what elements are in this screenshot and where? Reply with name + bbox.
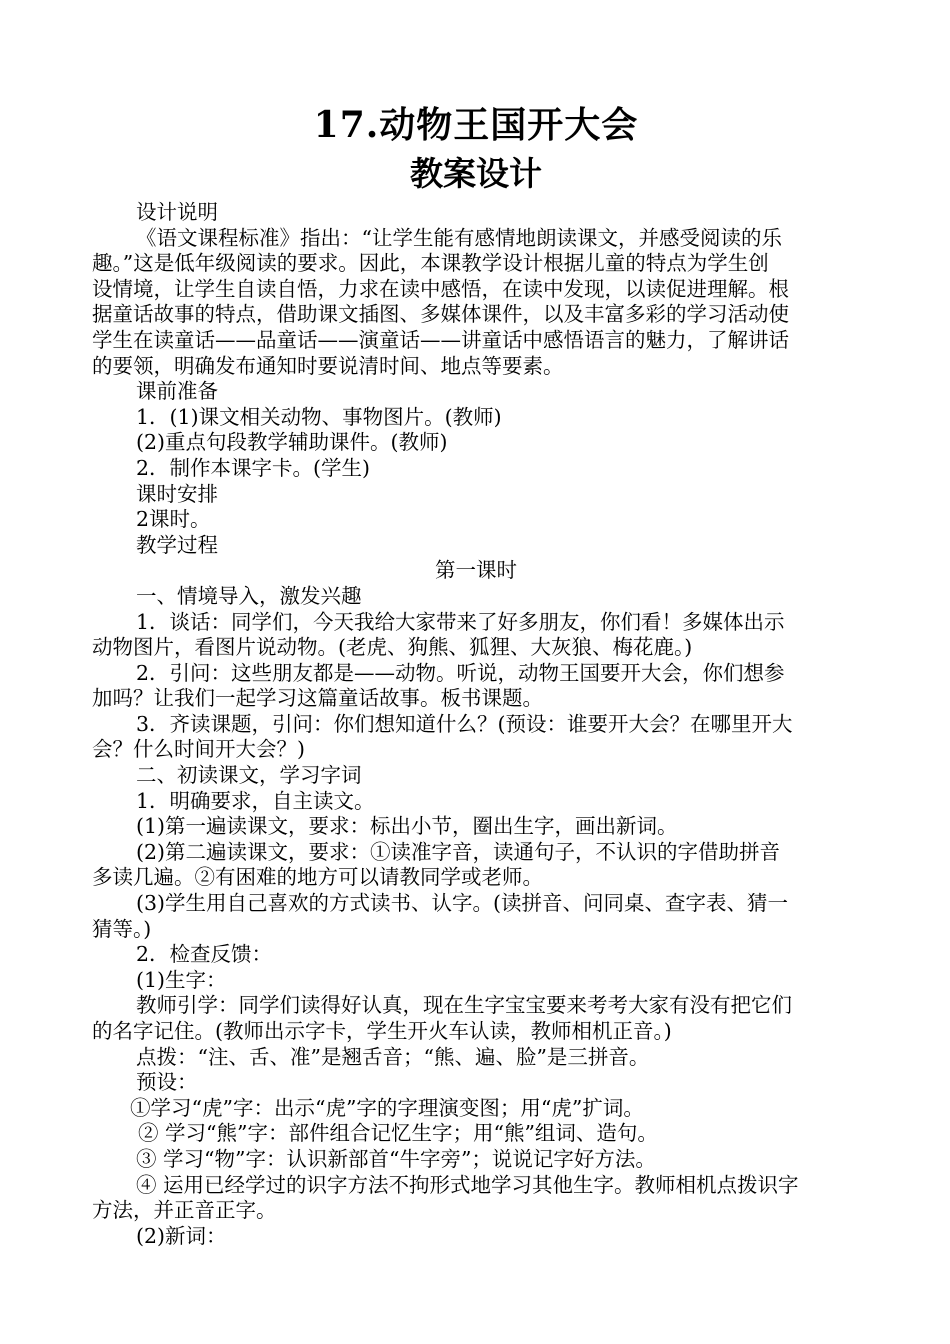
text-line: 课前准备 (136, 379, 218, 404)
text-line: ①学习“虎”字：出示“虎”字的字理演变图；用“虎”扩词。 (130, 1095, 644, 1120)
text-line: (2)重点句段教学辅助课件。(教师) (136, 430, 448, 455)
document-body (92, 200, 860, 1249)
text-line: ② 学习“熊”字：部件组合记忆生字；用“熊”组词、造句。 (138, 1121, 658, 1146)
text-line: 第一课时 (435, 558, 517, 583)
text-line: 设计说明 (136, 200, 218, 224)
text-line: 方法，并正音正字。 (92, 1198, 277, 1223)
text-line: 学生在读童话——品童话——演童话——讲童话中感悟语言的魅力，了解讲话 (92, 327, 789, 352)
document-title: 17.动物王国开大会 (313, 104, 639, 146)
text-line: 2．引问：这些朋友都是——动物。听说，动物王国要开大会，你们想参 (136, 660, 785, 685)
text-line: 2课时。 (136, 507, 211, 532)
text-line: 的名字记住。(教师出示字卡，学生开火车认读，教师相机正音。) (92, 1019, 672, 1043)
text-line: 预设： (136, 1070, 198, 1095)
text-line: 教师引学：同学们读得好认真，现在生字宝宝要来考考大家有没有把它们 (136, 993, 792, 1018)
text-line: (2)新词： (136, 1223, 227, 1248)
text-line: 1．明确要求，自主读文。 (136, 788, 375, 813)
text-line: 一、情境导入，激发兴趣 (136, 583, 362, 608)
text-line: ③ 学习“物”字：认识新部首“牛字旁”；说说记字好方法。 (136, 1146, 656, 1171)
text-line: 多读几遍。②有困难的地方可以请教同学或老师。 (92, 865, 543, 890)
text-line: 猜等。) (92, 916, 152, 941)
text-line: 据童话故事的特点，借助课文插图、多媒体课件，以及丰富多彩的学习活动使 (92, 302, 789, 327)
text-line: (2)第二遍读课文，要求：①读准字音，读通句子，不认识的字借助拼音 (136, 839, 781, 864)
text-line: 课时安排 (136, 481, 218, 506)
text-line: 教学过程 (136, 532, 218, 557)
text-line: 2．检查反馈： (136, 942, 273, 967)
text-line: 1．谈话：同学们，今天我给大家带来了好多朋友，你们看！多媒体出示 (136, 609, 785, 634)
text-line: 设情境，让学生自读自悟，力求在读中感悟，在读中发现，以读促进理解。根 (92, 276, 789, 301)
text-line: 2．制作本课字卡。(学生) (136, 455, 371, 480)
text-line: 《语文课程标准》指出：“让学生能有感情地朗读课文，并感受阅读的乐 (136, 225, 782, 250)
text-line: 二、初读课文，学习字词 (136, 763, 362, 788)
text-line: 点拨：“注、舌、准”是翘舌音；“熊、遍、脸”是三拼音。 (136, 1044, 650, 1069)
document-page (92, 100, 860, 1249)
document-subtitle: 教案设计 (410, 154, 542, 193)
text-line: ④ 运用已经学过的识字方法不拘形式地学习其他生字。教师相机点拨识字 (136, 1172, 799, 1197)
text-line: 会？什么时间开大会？) (92, 737, 305, 762)
text-line: 的要领，明确发布通知时要说清时间、地点等要素。 (92, 353, 564, 378)
text-line: (3)学生用自己喜欢的方式读书、认字。(读拼音、问同桌、查字表、猜一 (136, 891, 789, 916)
text-line: 加吗？让我们一起学习这篇童话故事。板书课题。 (92, 686, 543, 711)
text-line: 动物图片，看图片说动物。(老虎、狗熊、狐狸、大灰狼、梅花鹿。) (92, 635, 693, 660)
text-line: (1)第一遍读课文，要求：标出小节，圈出生字，画出新词。 (136, 814, 678, 839)
text-line: 1．(1)课文相关动物、事物图片。(教师) (136, 404, 502, 429)
text-line: 趣。”这是低年级阅读的要求。因此，本课教学设计根据儿童的特点为学生创 (92, 251, 769, 276)
text-line: (1)生字： (136, 967, 227, 992)
text-line: 3．齐读课题，引问：你们想知道什么？(预设：谁要开大会？在哪里开大 (136, 711, 793, 736)
